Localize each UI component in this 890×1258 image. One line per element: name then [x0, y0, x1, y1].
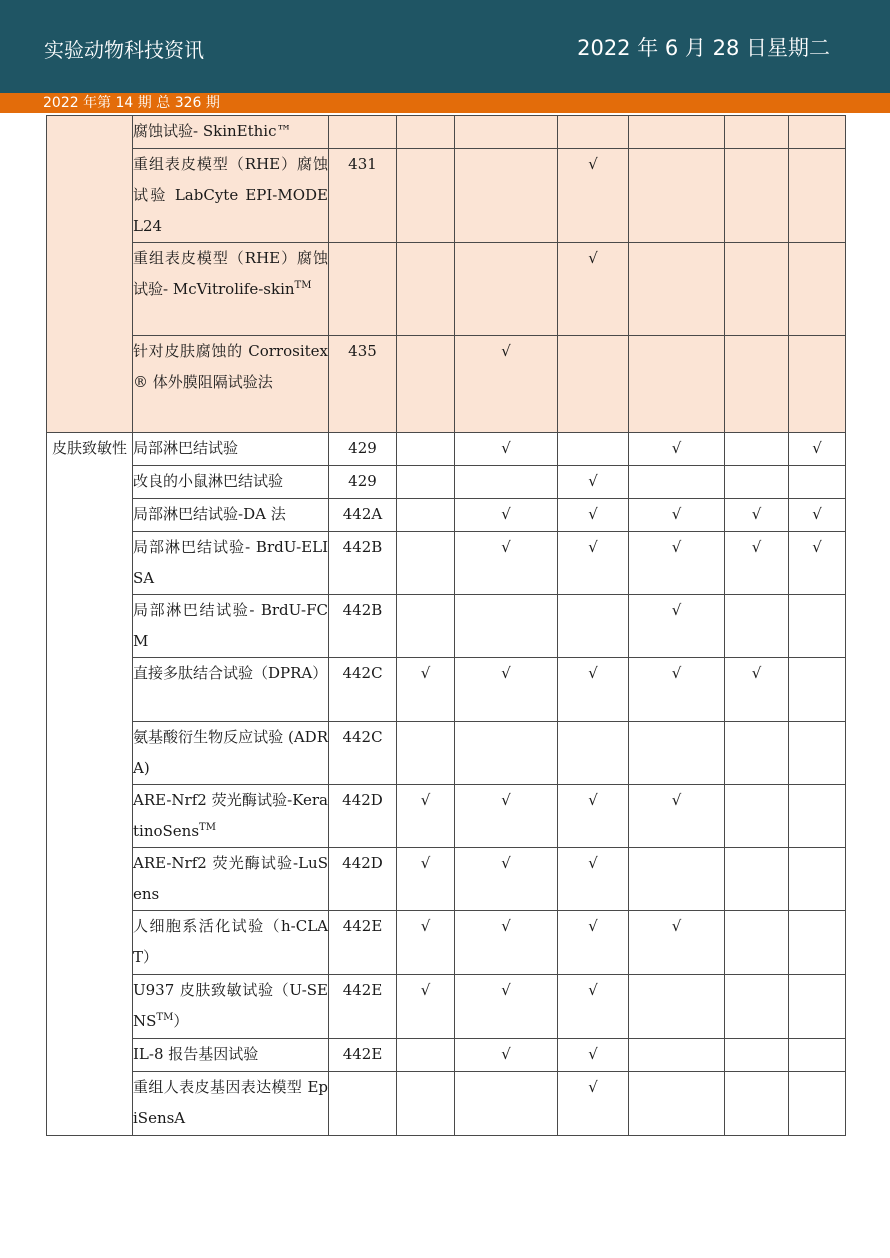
- check-mark-cell: √: [629, 658, 725, 722]
- check-mark-cell: [558, 336, 629, 433]
- check-mark-cell: [725, 1072, 789, 1136]
- method-name-cell: [133, 116, 329, 149]
- check-mark-cell: [629, 243, 725, 336]
- check-mark-cell: [789, 466, 846, 499]
- check-mark-cell: [789, 911, 846, 975]
- method-name-cell: [133, 336, 329, 433]
- guideline-code: 429: [329, 466, 397, 499]
- table-row: [47, 433, 846, 466]
- check-mark-cell: [789, 243, 846, 336]
- guideline-code: 435: [329, 336, 397, 433]
- check-mark-cell: √: [558, 785, 629, 848]
- check-mark-cell: [558, 722, 629, 785]
- check-mark-cell: [725, 975, 789, 1039]
- method-name-cell: [133, 1039, 329, 1072]
- check-mark-cell: [558, 595, 629, 658]
- check-mark-cell: [789, 336, 846, 433]
- check-mark-cell: √: [558, 499, 629, 532]
- check-mark-cell: √: [455, 785, 558, 848]
- table-row: [47, 658, 846, 722]
- trademark-superscript: TM: [199, 822, 216, 833]
- publication-title: 实验动物科技资讯: [44, 38, 204, 62]
- check-mark-cell: [629, 336, 725, 433]
- check-mark-cell: [397, 336, 455, 433]
- check-mark-cell: [789, 595, 846, 658]
- category-cell: 皮肤致敏性: [47, 433, 133, 1136]
- issue-bar: [0, 93, 890, 113]
- check-mark-cell: √: [455, 848, 558, 911]
- check-mark-cell: [558, 433, 629, 466]
- method-name: 改良的小鼠淋巴结试验: [133, 472, 284, 490]
- check-mark-cell: [397, 243, 455, 336]
- table-row: [47, 532, 846, 595]
- check-mark-cell: [789, 658, 846, 722]
- check-mark-cell: [397, 149, 455, 243]
- method-name: ARE-Nrf2 荧光酶试验-KeratinoSens: [133, 791, 328, 840]
- check-mark-cell: [789, 722, 846, 785]
- check-mark-cell: √: [789, 499, 846, 532]
- check-mark-cell: [397, 499, 455, 532]
- check-mark-cell: [397, 722, 455, 785]
- check-mark-cell: √: [397, 658, 455, 722]
- check-mark-cell: [455, 116, 558, 149]
- check-mark-cell: √: [455, 336, 558, 433]
- table-row: [47, 975, 846, 1039]
- check-mark-cell: [455, 243, 558, 336]
- check-mark-cell: √: [629, 785, 725, 848]
- check-mark-cell: √: [558, 532, 629, 595]
- check-mark-cell: [629, 1072, 725, 1136]
- publication-date: 2022 年 6 月 28 日星期二: [577, 36, 830, 60]
- table-row: [47, 848, 846, 911]
- guideline-code: 442C: [329, 722, 397, 785]
- check-mark-cell: [455, 595, 558, 658]
- check-mark-cell: [629, 1039, 725, 1072]
- table-row: [47, 336, 846, 433]
- method-name: 人细胞系活化试验（h-CLAT）: [133, 917, 328, 966]
- check-mark-cell: [397, 595, 455, 658]
- check-mark-cell: √: [558, 848, 629, 911]
- check-mark-cell: √: [455, 532, 558, 595]
- check-mark-cell: [789, 848, 846, 911]
- method-name-cell: [133, 532, 329, 595]
- check-mark-cell: √: [455, 433, 558, 466]
- check-mark-cell: [789, 1039, 846, 1072]
- method-name-cell: [133, 149, 329, 243]
- check-mark-cell: [397, 466, 455, 499]
- check-mark-cell: [455, 466, 558, 499]
- method-name: 氨基酸衍生物反应试验 (ADRA): [133, 728, 328, 777]
- check-mark-cell: [455, 722, 558, 785]
- check-mark-cell: [725, 911, 789, 975]
- check-mark-cell: [629, 848, 725, 911]
- method-name-cell: [133, 785, 329, 848]
- guideline-code: 442D: [329, 785, 397, 848]
- method-name: 重组人表皮基因表达模型 EpiSensA: [133, 1078, 328, 1127]
- check-mark-cell: [629, 722, 725, 785]
- check-mark-cell: √: [558, 1072, 629, 1136]
- method-name: 腐蚀试验- SkinEthic™: [133, 122, 292, 140]
- check-mark-cell: [725, 149, 789, 243]
- method-name-cell: [133, 1072, 329, 1136]
- check-mark-cell: [397, 1039, 455, 1072]
- method-name: 重组表皮模型（RHE）腐蚀试验- McVitrolife-skin: [133, 249, 328, 298]
- guideline-code: [329, 243, 397, 336]
- table-row: [47, 1039, 846, 1072]
- guideline-code: 442D: [329, 848, 397, 911]
- table-row: [47, 722, 846, 785]
- check-mark-cell: √: [455, 1039, 558, 1072]
- method-name-cell: [133, 975, 329, 1039]
- table-row: [47, 149, 846, 243]
- check-mark-cell: √: [725, 532, 789, 595]
- guideline-code: 442E: [329, 1039, 397, 1072]
- table-row: [47, 243, 846, 336]
- check-mark-cell: √: [455, 658, 558, 722]
- check-mark-cell: [725, 1039, 789, 1072]
- method-name-cell: [133, 243, 329, 336]
- check-mark-cell: [725, 116, 789, 149]
- check-mark-cell: [397, 116, 455, 149]
- check-mark-cell: √: [558, 975, 629, 1039]
- check-mark-cell: [558, 116, 629, 149]
- guideline-code: 442E: [329, 975, 397, 1039]
- check-mark-cell: √: [558, 911, 629, 975]
- guideline-code: [329, 1072, 397, 1136]
- method-name: 局部淋巴结试验- BrdU-FCM: [133, 601, 328, 650]
- guideline-code: 442A: [329, 499, 397, 532]
- method-name: 局部淋巴结试验- BrdU-ELISA: [133, 538, 328, 587]
- check-mark-cell: √: [558, 1039, 629, 1072]
- check-mark-cell: [725, 722, 789, 785]
- check-mark-cell: [725, 595, 789, 658]
- method-name: 局部淋巴结试验-DA 法: [133, 505, 286, 523]
- trademark-superscript: TM: [294, 280, 312, 291]
- method-name-cell: [133, 848, 329, 911]
- check-mark-cell: [725, 785, 789, 848]
- method-name: 直接多肽结合试验（DPRA）: [133, 664, 328, 682]
- guideline-code: 442B: [329, 532, 397, 595]
- method-name-cell: [133, 595, 329, 658]
- method-name-cell: [133, 466, 329, 499]
- check-mark-cell: [725, 336, 789, 433]
- method-name: U937 皮肤致敏试验（U-SENS: [133, 981, 328, 1030]
- table-row: [47, 1072, 846, 1136]
- check-mark-cell: [725, 433, 789, 466]
- method-name: 针对皮肤腐蚀的 Corrositex® 体外膜阻隔试验法: [133, 342, 328, 391]
- method-name-cell: [133, 658, 329, 722]
- table-row: [47, 466, 846, 499]
- table-row: [47, 499, 846, 532]
- check-mark-cell: [725, 243, 789, 336]
- check-mark-cell: [455, 1072, 558, 1136]
- check-mark-cell: [789, 785, 846, 848]
- check-mark-cell: [629, 466, 725, 499]
- check-mark-cell: √: [397, 848, 455, 911]
- check-mark-cell: √: [455, 911, 558, 975]
- check-mark-cell: [725, 466, 789, 499]
- guideline-code: 442C: [329, 658, 397, 722]
- check-mark-cell: √: [789, 532, 846, 595]
- check-mark-cell: [789, 975, 846, 1039]
- check-mark-cell: √: [629, 532, 725, 595]
- guideline-code: 429: [329, 433, 397, 466]
- method-name-cell: [133, 722, 329, 785]
- check-mark-cell: √: [629, 595, 725, 658]
- check-mark-cell: √: [725, 499, 789, 532]
- check-mark-cell: √: [629, 911, 725, 975]
- guideline-code: 431: [329, 149, 397, 243]
- check-mark-cell: [629, 975, 725, 1039]
- check-mark-cell: √: [397, 975, 455, 1039]
- check-mark-cell: [397, 433, 455, 466]
- check-mark-cell: [629, 116, 725, 149]
- trademark-superscript: TM: [156, 1012, 174, 1023]
- method-name: ARE-Nrf2 荧光酶试验-LuSens: [133, 854, 328, 903]
- check-mark-cell: √: [629, 499, 725, 532]
- guideline-code: [329, 116, 397, 149]
- check-mark-cell: √: [629, 433, 725, 466]
- check-mark-cell: [789, 149, 846, 243]
- check-mark-cell: √: [558, 466, 629, 499]
- check-mark-cell: √: [455, 499, 558, 532]
- check-mark-cell: [789, 1072, 846, 1136]
- table-row: [47, 116, 846, 149]
- check-mark-cell: √: [455, 975, 558, 1039]
- check-mark-cell: √: [558, 658, 629, 722]
- method-name-tail: ）: [173, 1012, 189, 1030]
- category-cell: [47, 116, 133, 433]
- check-mark-cell: √: [397, 911, 455, 975]
- page-header: [0, 0, 890, 93]
- check-mark-cell: √: [558, 149, 629, 243]
- check-mark-cell: [397, 532, 455, 595]
- method-name: IL-8 报告基因试验: [133, 1045, 259, 1063]
- method-name: 重组表皮模型（RHE）腐蚀试验 LabCyte EPI-MODEL24: [133, 155, 328, 235]
- method-table: [46, 115, 846, 1136]
- check-mark-cell: √: [725, 658, 789, 722]
- issue-number: 2022 年第 14 期 总 326 期: [43, 95, 220, 111]
- method-name-cell: [133, 911, 329, 975]
- check-mark-cell: [629, 149, 725, 243]
- check-mark-cell: [397, 1072, 455, 1136]
- check-mark-cell: [789, 116, 846, 149]
- method-name-cell: [133, 433, 329, 466]
- method-name-cell: [133, 499, 329, 532]
- guideline-code: 442E: [329, 911, 397, 975]
- check-mark-cell: √: [789, 433, 846, 466]
- check-mark-cell: [455, 149, 558, 243]
- check-mark-cell: √: [558, 243, 629, 336]
- table-row: [47, 595, 846, 658]
- table-row: [47, 911, 846, 975]
- check-mark-cell: √: [397, 785, 455, 848]
- guideline-code: 442B: [329, 595, 397, 658]
- check-mark-cell: [725, 848, 789, 911]
- table-row: [47, 785, 846, 848]
- method-name: 局部淋巴结试验: [133, 439, 239, 457]
